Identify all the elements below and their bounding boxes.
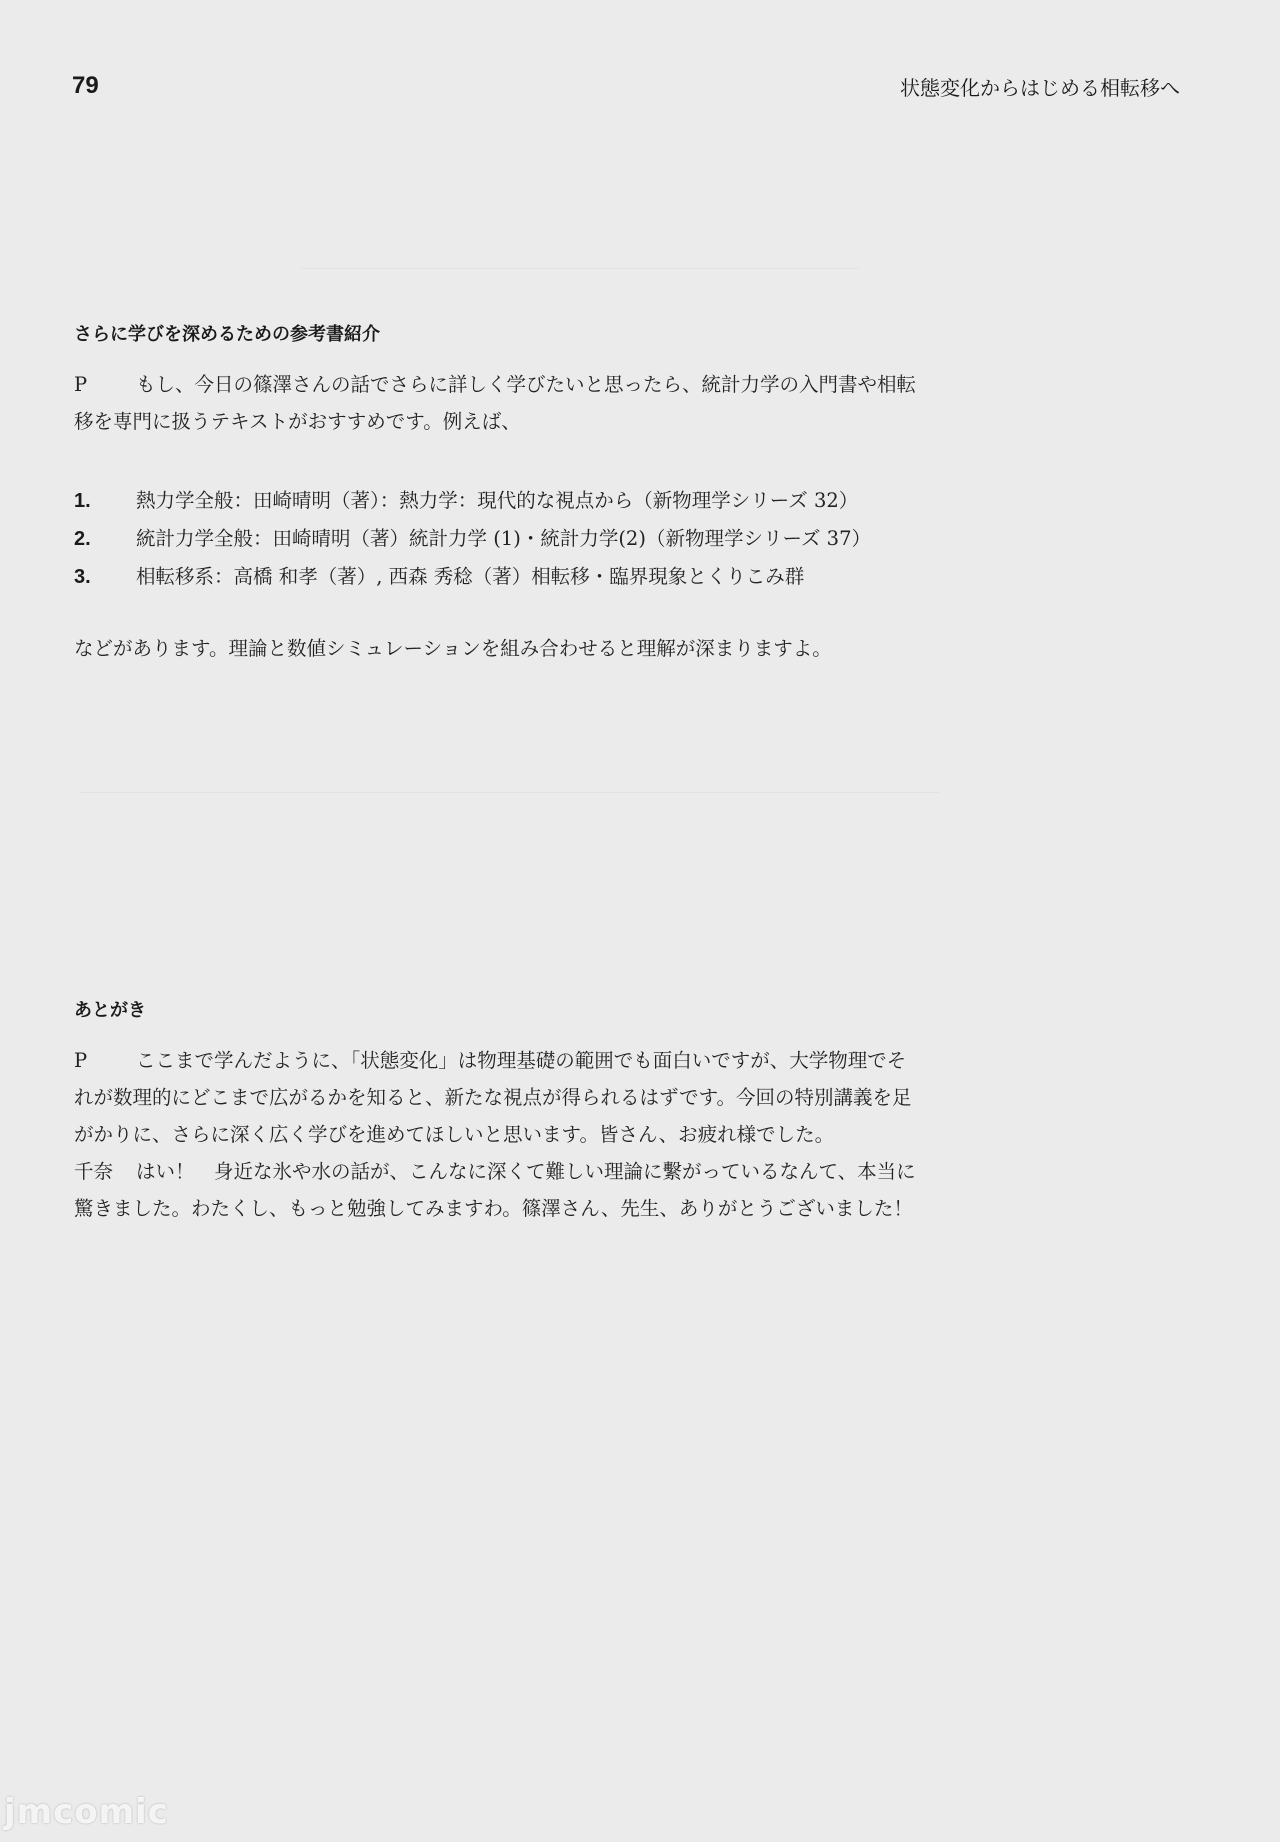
reference-item — [74, 558, 974, 596]
scan-artifact — [80, 792, 940, 793]
reference-item — [74, 520, 974, 558]
references-intro — [74, 366, 994, 440]
intro-line-1 — [74, 366, 994, 403]
afterword-heading: あとがき — [74, 1000, 146, 1021]
reference-text: 統計力学全般：田崎晴明（著）統計力学 (1)・統計力学(2)（新物理学シリーズ 37） — [136, 527, 871, 550]
reference-list — [74, 482, 974, 596]
scan-artifact — [300, 268, 860, 269]
afterword-body — [74, 1042, 994, 1227]
closing-line: などがあります。理論と数値シミュレーションを組み合わせると理解が深まりますよ。 — [74, 637, 832, 660]
afterword-line-1 — [74, 1042, 994, 1079]
reference-number: 3. — [74, 566, 91, 588]
afterword-line-3: がかりに、さらに深く広く学びを進めてほしいと思います。皆さん、お疲れ様でした。 — [74, 1123, 835, 1146]
references-closing — [74, 630, 994, 667]
afterword-text-1: ここまで学んだように、「状態変化」は物理基礎の範囲でも面白いですが、大学物理でそ — [136, 1049, 907, 1072]
reference-item — [74, 482, 974, 520]
speaker-label: 千奈 — [74, 1160, 114, 1183]
running-head: 状態変化からはじめる相転移へ — [900, 76, 1180, 100]
speaker-label: P — [74, 1049, 88, 1072]
reference-number: 2. — [74, 528, 91, 550]
intro-text-1: もし、今日の篠澤さんの話でさらに詳しく学びたいと思ったら、統計力学の入門書や相転 — [136, 373, 917, 396]
references-heading: さらに学びを深めるための参考書紹介 — [74, 324, 380, 345]
afterword-line-5: 驚きました。わたくし、もっと勉強してみますわ。篠澤さん、先生、ありがとうございました！ — [74, 1197, 913, 1220]
afterword-text-4: はい！ 身近な氷や水の話が、こんなに深くて難しい理論に繫がっているなんて、本当に — [136, 1160, 916, 1183]
reference-text: 相転移系：高橋 和孝（著）, 西森 秀稔（著）相転移・臨界現象とくりこみ群 — [136, 565, 805, 588]
afterword-line-2: れが数理的にどこまで広がるかを知ると、新たな視点が得られるはずです。今回の特別講義を足 — [74, 1086, 912, 1109]
reference-number: 1. — [74, 490, 91, 512]
intro-line-2: 移を専門に扱うテキストがおすすめです。例えば、 — [74, 410, 521, 433]
reference-text: 熱力学全般：田崎晴明（著）：熱力学：現代的な視点から（新物理学シリーズ 32） — [136, 489, 859, 512]
watermark-logo: jmcomic — [4, 1792, 169, 1832]
afterword-line-4 — [74, 1153, 994, 1190]
page-number: 79 — [72, 72, 99, 99]
speaker-label: P — [74, 373, 88, 396]
